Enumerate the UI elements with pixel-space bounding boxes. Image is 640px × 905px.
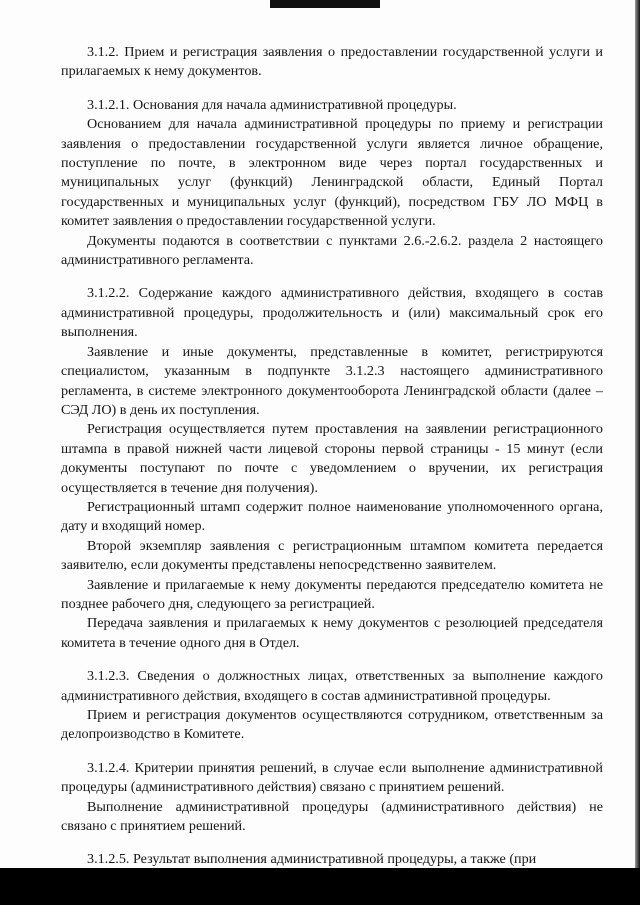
scan-top-mark bbox=[270, 0, 380, 8]
paragraph: Выполнение административной процедуры (административного действия) не связано с принятием решений. bbox=[61, 798, 603, 835]
section-heading-3-1-2-3: 3.1.2.3. Сведения о должностных лицах, ответственных за выполнение каждого административного действия, входящего в состав административной процедуры. bbox=[61, 668, 603, 704]
scan-bottom-band bbox=[0, 868, 640, 905]
paragraph: Передача заявления и прилагаемых к нему документов с резолюцией председателя комитета в течение одного дня в Отдел. bbox=[61, 615, 603, 651]
section-heading-3-1-2-1: 3.1.2.1. Основания для начала административной процедуры. bbox=[87, 96, 457, 113]
section-heading-3-1-2-2: 3.1.2.2. Содержание каждого административного действия, входящего в состав административной процедуры, продолжительность и (или) максимальный срок его выполнения. bbox=[61, 285, 603, 341]
paragraph: Заявление и прилагаемые к нему документы передаются председателю комитета не позднее рабочего дня, следующего за регистрацией. bbox=[61, 576, 603, 612]
paragraph: Регистрационный штамп содержит полное наименование уполномоченного органа, дату и входящий номер. bbox=[61, 498, 603, 535]
paragraph: Основанием для начала административной процедуры по приему и регистрации заявления о предоставлении государственной услуги является личное обращение, поступление по почте, в электронном виде через портал государственных и муниципальных услуг (функций) Ленинградской области, Единый Портал государственных и муниципальных услуг (функций), посредством ГБУ ЛО МФЦ в комитет заявления о предоставлении государственной услуги. bbox=[61, 116, 603, 230]
paragraph: Прием и регистрация документов осуществляются сотрудником, ответственным за делопроизводство в Комитете. bbox=[61, 707, 603, 743]
paragraph: Второй экземпляр заявления с регистрационным штампом комитета передается заявителю, если документы представлены непосредственно заявителем. bbox=[61, 537, 603, 574]
document-body bbox=[61, 43, 603, 870]
section-heading-3-1-2-5: 3.1.2.5. Результат выполнения административной процедуры, а также (при bbox=[87, 851, 537, 868]
paragraph: Заявление и иные документы, представленные в комитет, регистрируются специалистом, указанным в подпункте 3.1.2.3 настоящего административного регламента, в системе электронного документооборота Ленинградской области (далее – СЭД ЛО) в день их поступления. bbox=[61, 343, 603, 418]
section-heading-3-1-2-4: 3.1.2.4. Критерии принятия решений, в случае если выполнение административной процедуры (административного действия) связано с принятием решений. bbox=[61, 759, 603, 796]
paragraph: Регистрация осуществляется путем проставления на заявлении регистрационного штампа в правой нижней части лицевой стороны первой страницы - 15 минут (если документы поступают по почте с уведомлением о вручении, их регистрация осуществляется в течение дня получения). bbox=[61, 421, 603, 496]
scan-right-edge bbox=[635, 0, 640, 868]
section-heading-3-1-2: 3.1.2. Прием и регистрация заявления о предоставлении государственной услуги и прилагаемых к нему документов. bbox=[61, 44, 603, 80]
paragraph: Документы подаются в соответствии с пунктами 2.6.-2.6.2. раздела 2 настоящего административного регламента. bbox=[61, 232, 603, 269]
